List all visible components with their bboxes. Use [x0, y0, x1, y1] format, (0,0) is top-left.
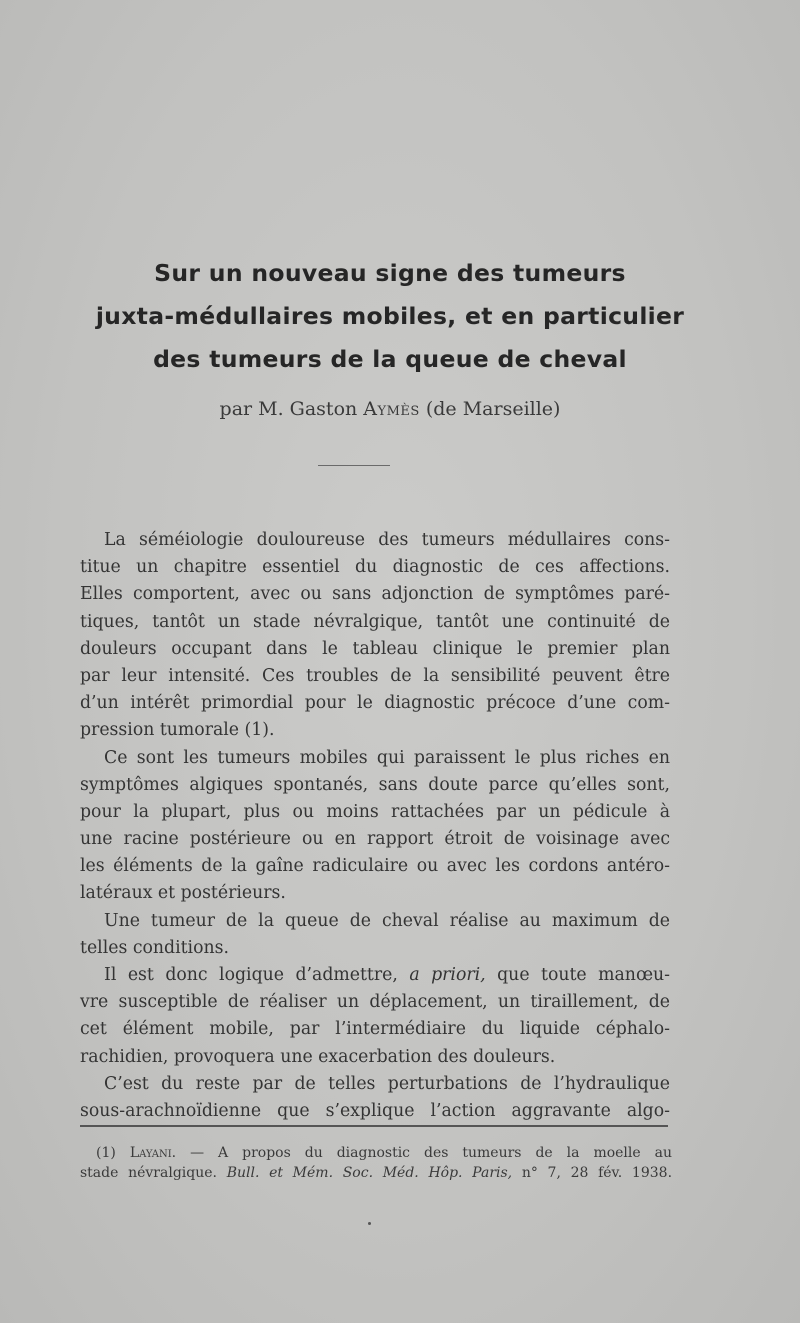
author-surname: Aymès: [363, 398, 420, 420]
body-line: cet élément mobile, par l’intermédiaire du liquide céphalo-: [80, 1019, 670, 1040]
body-line: latéraux et postérieurs.: [80, 883, 286, 904]
body-line: douleurs occupant dans le tableau clinique le premier plan: [80, 638, 670, 659]
paper-speck: [368, 1222, 371, 1225]
byline-prefix: par M. Gaston: [219, 398, 358, 420]
body-line: sous-arachnoïdienne que s’explique l’action aggravante algo-: [80, 1100, 670, 1121]
title-separator-rule: [318, 465, 390, 466]
italic-phrase: a priori,: [409, 965, 486, 985]
body-line: Elles comportent, avec ou sans adjonction de symptômes paré-: [80, 584, 670, 605]
body-line: titue un chapitre essentiel du diagnostic de ces affections.: [80, 557, 670, 578]
body-line: Ce sont les tumeurs mobiles qui paraissent le plus riches en: [104, 747, 670, 768]
body-line: vre susceptible de réaliser un déplacement, un tiraillement, de: [80, 992, 670, 1013]
body-line: une racine postérieure ou en rapport étroit de voisinage avec: [80, 829, 670, 850]
body-line: rachidien, provoquera une exacerbation des douleurs.: [80, 1046, 556, 1067]
footnote-number: (1): [96, 1145, 116, 1161]
body-line: pression tumorale (1).: [80, 720, 275, 741]
byline-suffix: (de Marseille): [425, 398, 561, 420]
article-body: [80, 527, 670, 1125]
footnote-author: Layani.: [129, 1145, 177, 1161]
body-line: Une tumeur de la queue de cheval réalise au maximum de: [104, 910, 670, 931]
body-text: que toute manœu-: [497, 965, 670, 985]
body-line: les éléments de la gaîne radiculaire ou avec les cordons antéro-: [80, 856, 670, 877]
footnote-text: stade névralgique.: [80, 1165, 217, 1181]
article-title: [60, 252, 720, 381]
body-line: telles conditions.: [80, 937, 229, 958]
footnote-line: [80, 1163, 672, 1183]
body-line: tiques, tantôt un stade névralgique, tantôt une continuité de: [80, 611, 670, 632]
footnote-separator-rule: [80, 1125, 668, 1127]
body-line: La séméiologie douloureuse des tumeurs médullaires cons-: [104, 530, 670, 550]
body-line: symptômes algiques spontanés, sans doute parce qu’elles sont,: [80, 774, 670, 795]
body-line: [80, 962, 670, 989]
body-line: pour la plupart, plus ou moins rattachées par un pédicule à: [80, 801, 670, 822]
footnote-journal: Bull. et Mém. Soc. Méd. Hôp. Paris,: [226, 1165, 513, 1181]
author-byline: [60, 398, 720, 420]
title-line-2: juxta-médullaires mobiles, et en particulier: [95, 302, 685, 330]
body-text: Il est donc logique d’admettre,: [104, 965, 398, 985]
footnote-text: — A propos du diagnostic des tumeurs de la moelle au: [190, 1145, 673, 1161]
body-line: par leur intensité. Ces troubles de la sensibilité peuvent être: [80, 665, 670, 686]
title-line-3: des tumeurs de la queue de cheval: [153, 345, 627, 373]
footnote-text: n° 7, 28 fév. 1938.: [521, 1165, 673, 1181]
footnote-line: [80, 1143, 672, 1163]
footnote: [80, 1143, 672, 1183]
body-line: d’un intérêt primordial pour le diagnostic précoce d’une com-: [80, 693, 670, 714]
title-line-1: Sur un nouveau signe des tumeurs: [154, 259, 626, 287]
body-line: C’est du reste par de telles perturbations de l’hydraulique: [104, 1073, 670, 1094]
